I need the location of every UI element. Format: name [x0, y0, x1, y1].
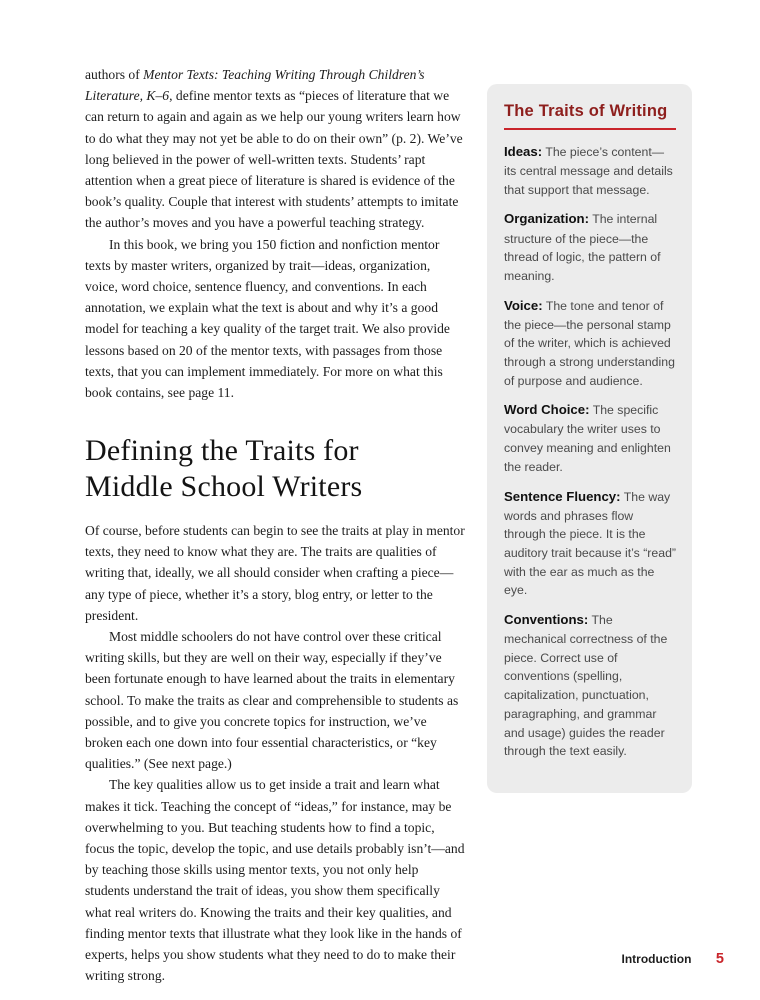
paragraph-intro-1: [85, 64, 465, 234]
page-number: 5: [715, 951, 724, 967]
trait-item-voice: [504, 296, 676, 391]
trait-definition: The specific vocabulary the writer uses to convey meaning and enlighten the reader.: [504, 403, 671, 474]
trait-term: Ideas:: [504, 144, 543, 159]
trait-item-sentence-fluency: [504, 487, 676, 601]
traits-sidebar: [487, 84, 692, 793]
trait-item-word-choice: [504, 400, 676, 476]
trait-definition: The internal structure of the piece—the thread of logic, the pattern of meaning.: [504, 212, 661, 283]
paragraph-text: authors of: [85, 67, 144, 82]
page-footer: [0, 950, 724, 968]
paragraph-text: , define mentor texts as “pieces of literature that we can return to again and again as we help our young writers learn how to do what they may not yet be able to do on their own” (p. 2). We’ve long believed in the power of well-written texts. Students’ rapt attention when a great piece of literature is shared is evidence of the book’s quality. Couple that interest with students’ attempts to imitate the author’s moves and you have a powerful teaching strategy.: [85, 88, 463, 231]
paragraph-intro-2: In this book, we bring you 150 fiction and nonfiction mentor texts by master writers, organized by trait—ideas, organization, voice, word choice, sentence fluency, and conventions. In each annotation, we explain what the text is about and why it’s a good model for teaching a key quality of the target trait. We also provide lessons based on 20 of the mentor texts, with passages from those texts, that you can implement immediately. For more on what this book contains, see page 11.: [85, 236, 450, 401]
trait-definition: The way words and phrases flow through the piece. It is the auditory trait because it’s “read” with the ear as much as the eye.: [504, 489, 677, 598]
sidebar-divider: [504, 128, 676, 130]
section-heading: [85, 433, 465, 504]
main-text-column: [85, 64, 465, 987]
trait-term: Organization:: [504, 211, 589, 227]
trait-definition: The piece’s content—its central message and details that support that message.: [504, 145, 673, 197]
trait-term: Word Choice:: [504, 402, 590, 418]
footer-section-label: Introduction: [621, 952, 692, 966]
section-heading-line-1: Defining the Traits for: [85, 434, 359, 468]
trait-term: Sentence Fluency:: [504, 488, 621, 504]
trait-term: Conventions:: [504, 612, 589, 627]
paragraph-body-3: The key qualities allow us to get inside a trait and learn what makes it tick. Teaching the concept of “ideas,” for instance, may be overwhelming to you. But teaching students how to find a topic, focus the topic, develop the topic, and use details probably isn’t—and by teaching those skills using mentor texts, you not only help students understand the trait of ideas, you show them specifically what real writers do. Knowing the traits and their key qualities, and finding mentor texts that illustrate what they look like in the hands of experts, helps you show students what they need to do to make their writing strong.: [85, 777, 465, 984]
trait-definition: The mechanical correctness of the piece. Correct use of conventions (spelling, capitalization, punctuation, paragraphing, and grammar and usage) guides the reader through the text easily.: [504, 613, 668, 759]
trait-item-organization: [504, 209, 676, 285]
paragraph-body-1: Of course, before students can begin to see the traits at play in mentor texts, they need to know what they are. The traits are qualities of writing that, ideally, we all should consider when crafting a piece—any type of piece, whether it’s a story, blog entry, or letter to the president.: [85, 523, 465, 623]
trait-term: Voice:: [504, 297, 543, 313]
section-heading-line-2: Middle School Writers: [85, 469, 363, 503]
trait-definition: The tone and tenor of the piece—the personal stamp of the writer, which is achieved through a strong understanding of purpose and audience.: [504, 298, 675, 388]
trait-item-ideas: [504, 142, 676, 199]
paragraph-body-2: Most middle schoolers do not have control over these critical writing skills, but they are well on their way, especially if they’ve been fortunate enough to have learned about the traits in elementary school. To make the traits as clear and comprehensible to students as possible, and to give you concrete topics for instruction, we’ve broken each one down into four essential characteristics, or “key qualities.” (See next page.): [85, 629, 459, 772]
trait-item-conventions: [504, 610, 676, 761]
sidebar-title: The Traits of Writing: [504, 102, 668, 120]
book-title-italic: Mentor Texts: Teaching Writing Through Children’s Literature, K–6: [85, 67, 425, 104]
